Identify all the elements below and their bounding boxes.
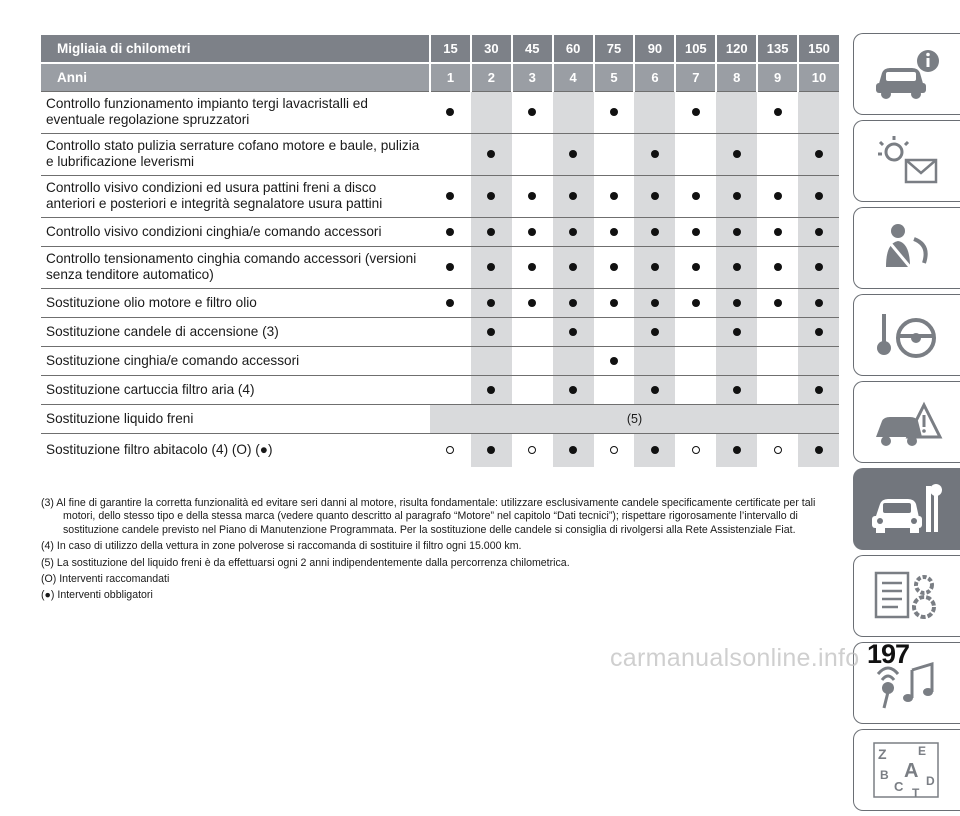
mandatory-mark (692, 299, 700, 307)
mandatory-mark (733, 192, 741, 200)
mandatory-mark (774, 192, 782, 200)
page-number: 197 (867, 639, 910, 669)
warning-lights-message-icon (868, 130, 946, 192)
interval-cell (430, 217, 471, 246)
interval-cell (798, 375, 839, 404)
operation-label: Controllo funzionamento impianto tergi lavacristalli ed eventuale regolazione spruzzatori (41, 91, 430, 133)
interval-cell (471, 175, 512, 217)
interval-cell (716, 317, 757, 346)
recommended-mark (692, 446, 700, 454)
tab-maintenance[interactable] (853, 468, 960, 550)
footnotes (41, 497, 841, 606)
header-row-kilometers (41, 35, 839, 63)
table-row (41, 133, 839, 175)
mandatory-mark (569, 263, 577, 271)
interval-cell (512, 133, 553, 175)
interval-cell (553, 175, 594, 217)
interval-cell (430, 433, 471, 467)
tab-car-knowledge[interactable] (853, 33, 960, 115)
mandatory-mark (569, 386, 577, 394)
interval-cell (634, 288, 675, 317)
interval-cell (553, 91, 594, 133)
interval-cell (430, 346, 471, 375)
interval-cell (471, 133, 512, 175)
interval-cell (798, 175, 839, 217)
header-year-value: 8 (716, 63, 757, 91)
header-year-value: 7 (675, 63, 716, 91)
interval-cell (716, 246, 757, 288)
mandatory-mark (651, 386, 659, 394)
interval-cell (675, 375, 716, 404)
mandatory-mark (815, 328, 823, 336)
header-km-value: 135 (757, 35, 798, 63)
header-km-value: 60 (553, 35, 594, 63)
alphabetical-index-icon (868, 739, 946, 801)
interval-cell (675, 133, 716, 175)
maintenance-schedule-table (41, 35, 839, 467)
mandatory-mark (569, 150, 577, 158)
interval-cell (512, 175, 553, 217)
table-row (41, 91, 839, 133)
mandatory-mark (692, 192, 700, 200)
mandatory-mark (569, 228, 577, 236)
interval-cell (716, 217, 757, 246)
tab-safety[interactable] (853, 207, 960, 289)
interval-cell (471, 246, 512, 288)
header-km-value: 150 (798, 35, 839, 63)
interval-cell (512, 246, 553, 288)
tab-starting-driving[interactable] (853, 294, 960, 376)
table-row (41, 317, 839, 346)
interval-cell (594, 346, 635, 375)
interval-cell (634, 91, 675, 133)
mandatory-mark (528, 263, 536, 271)
mandatory-mark (446, 192, 454, 200)
table-row (41, 217, 839, 246)
interval-cell (471, 288, 512, 317)
operation-label: Sostituzione liquido freni (41, 404, 430, 433)
interval-cell (512, 433, 553, 467)
mandatory-mark (815, 150, 823, 158)
header-year-value: 2 (471, 63, 512, 91)
mandatory-mark (487, 446, 495, 454)
table-row (41, 404, 839, 433)
interval-cell (798, 91, 839, 133)
tab-emergency[interactable] (853, 381, 960, 463)
emergency-car-icon (868, 391, 946, 453)
mandatory-mark (610, 357, 618, 365)
svg-text:A: A (904, 760, 919, 782)
header-km-value: 75 (594, 35, 635, 63)
interval-cell (757, 346, 798, 375)
interval-cell (553, 246, 594, 288)
recommended-mark (446, 446, 454, 454)
interval-cell (757, 375, 798, 404)
svg-text:D: D (926, 774, 935, 788)
tab-technical-data[interactable] (853, 555, 960, 637)
svg-text:E: E (918, 744, 927, 758)
interval-cell (471, 217, 512, 246)
mandatory-mark (733, 446, 741, 454)
tab-index[interactable] (853, 729, 960, 811)
interval-cell (471, 346, 512, 375)
interval-cell (675, 317, 716, 346)
interval-cell (553, 217, 594, 246)
table-row (41, 433, 839, 467)
interval-cell (594, 375, 635, 404)
interval-cell (634, 346, 675, 375)
table-row (41, 246, 839, 288)
interval-cell (716, 433, 757, 467)
mandatory-mark (487, 299, 495, 307)
interval-cell (757, 288, 798, 317)
watermark: carmanualsonline.info (610, 644, 860, 672)
header-km-value: 105 (675, 35, 716, 63)
operation-label: Sostituzione cinghia/e comando accessori (41, 346, 430, 375)
chapter-tabs (853, 33, 960, 816)
mandatory-mark (815, 386, 823, 394)
mandatory-mark (487, 386, 495, 394)
operation-label: Controllo stato pulizia serrature cofano motore e baule, pulizia e lubrificazione leverismi (41, 133, 430, 175)
recommended-mark (610, 446, 618, 454)
interval-cell (553, 317, 594, 346)
header-years-label: Anni (41, 63, 430, 91)
mandatory-mark (774, 299, 782, 307)
footnote-4: (4) In caso di utilizzo della vettura in zone polverose si raccomanda di sostituire il filtro ogni 15.000 km. (41, 540, 522, 553)
header-year-value: 9 (757, 63, 798, 91)
interval-cell (553, 133, 594, 175)
mandatory-mark (774, 228, 782, 236)
mandatory-mark (487, 328, 495, 336)
seatbelt-airbag-icon (868, 217, 946, 279)
header-km-value: 30 (471, 35, 512, 63)
mandatory-mark (651, 192, 659, 200)
footnote-5: (5) La sostituzione del liquido freni è da effettuarsi ogni 2 anni indipendentemente dalla percorrenza chilometrica. (41, 556, 570, 569)
interval-cell (716, 288, 757, 317)
recommended-mark (774, 446, 782, 454)
legend-mandatory: (●) Interventi obbligatori (41, 589, 153, 602)
svg-text:C: C (894, 779, 904, 794)
header-year-value: 4 (553, 63, 594, 91)
mandatory-mark (446, 299, 454, 307)
interval-cell (430, 175, 471, 217)
interval-cell (471, 317, 512, 346)
header-year-value: 6 (634, 63, 675, 91)
mandatory-mark (651, 228, 659, 236)
interval-cell (512, 91, 553, 133)
span-note-cell: (5) (430, 404, 839, 433)
key-steering-wheel-icon (868, 304, 946, 366)
mandatory-mark (487, 228, 495, 236)
mandatory-mark (815, 299, 823, 307)
header-year-value: 1 (430, 63, 471, 91)
table-row (41, 288, 839, 317)
mandatory-mark (733, 150, 741, 158)
operation-label: Controllo visivo condizioni ed usura pattini freni a disco anteriori e posteriori e integrità segnalatore usura pattini (41, 175, 430, 217)
interval-cell (471, 91, 512, 133)
interval-cell (716, 175, 757, 217)
mandatory-mark (692, 108, 700, 116)
interval-cell (757, 133, 798, 175)
interval-cell (512, 375, 553, 404)
operation-label: Sostituzione filtro abitacolo (4) (O) (●) (41, 433, 430, 467)
mandatory-mark (487, 263, 495, 271)
interval-cell (594, 217, 635, 246)
mandatory-mark (610, 299, 618, 307)
interval-cell (798, 433, 839, 467)
operation-label: Sostituzione olio motore e filtro olio (41, 288, 430, 317)
interval-cell (512, 317, 553, 346)
mandatory-mark (610, 228, 618, 236)
interval-cell (798, 133, 839, 175)
operation-label: Sostituzione candele di accensione (3) (41, 317, 430, 346)
svg-text:T: T (912, 786, 920, 800)
mandatory-mark (815, 228, 823, 236)
mandatory-mark (528, 228, 536, 236)
interval-cell (675, 217, 716, 246)
mandatory-mark (569, 299, 577, 307)
interval-cell (430, 246, 471, 288)
mandatory-mark (569, 446, 577, 454)
interval-cell (512, 288, 553, 317)
mandatory-mark (692, 263, 700, 271)
interval-cell (512, 217, 553, 246)
interval-cell (594, 175, 635, 217)
mandatory-mark (692, 228, 700, 236)
mandatory-mark (446, 108, 454, 116)
interval-cell (716, 346, 757, 375)
interval-cell (757, 246, 798, 288)
interval-cell (634, 217, 675, 246)
interval-cell (757, 91, 798, 133)
interval-cell (594, 133, 635, 175)
mandatory-mark (569, 328, 577, 336)
interval-cell (634, 375, 675, 404)
interval-cell (675, 175, 716, 217)
interval-cell (675, 246, 716, 288)
interval-cell (430, 91, 471, 133)
header-year-value: 10 (798, 63, 839, 91)
interval-cell (430, 133, 471, 175)
mandatory-mark (774, 108, 782, 116)
header-km-value: 120 (716, 35, 757, 63)
interval-cell (798, 246, 839, 288)
interval-cell (430, 317, 471, 346)
table-row (41, 375, 839, 404)
mandatory-mark (446, 263, 454, 271)
mandatory-mark (446, 228, 454, 236)
mandatory-mark (569, 192, 577, 200)
interval-cell (675, 346, 716, 375)
header-year-value: 5 (594, 63, 635, 91)
mandatory-mark (733, 228, 741, 236)
interval-cell (512, 346, 553, 375)
mandatory-mark (651, 263, 659, 271)
interval-cell (798, 317, 839, 346)
interval-cell (675, 433, 716, 467)
car-maintenance-wrench-icon (868, 478, 946, 540)
header-km-value: 45 (512, 35, 553, 63)
mandatory-mark (610, 108, 618, 116)
interval-cell (471, 375, 512, 404)
interval-cell (430, 375, 471, 404)
mandatory-mark (487, 192, 495, 200)
interval-cell (757, 433, 798, 467)
interval-cell (594, 288, 635, 317)
table-row (41, 346, 839, 375)
interval-cell (634, 433, 675, 467)
interval-cell (634, 133, 675, 175)
mandatory-mark (774, 263, 782, 271)
tab-warning-lights[interactable] (853, 120, 960, 202)
interval-cell (798, 346, 839, 375)
mandatory-mark (815, 263, 823, 271)
mandatory-mark (528, 108, 536, 116)
header-km-value: 15 (430, 35, 471, 63)
interval-cell (798, 288, 839, 317)
mandatory-mark (815, 446, 823, 454)
mandatory-mark (651, 446, 659, 454)
interval-cell (471, 433, 512, 467)
svg-text:B: B (880, 768, 889, 782)
interval-cell (594, 317, 635, 346)
mandatory-mark (487, 150, 495, 158)
mandatory-mark (651, 299, 659, 307)
interval-cell (594, 91, 635, 133)
car-info-icon (868, 43, 946, 105)
technical-data-gears-icon (868, 565, 946, 627)
interval-cell (634, 246, 675, 288)
interval-cell (716, 91, 757, 133)
header-row-years (41, 63, 839, 91)
mandatory-mark (528, 192, 536, 200)
interval-cell (716, 133, 757, 175)
operation-label: Controllo tensionamento cinghia comando accessori (versioni senza tenditore automatico) (41, 246, 430, 288)
interval-cell (757, 317, 798, 346)
mandatory-mark (528, 299, 536, 307)
mandatory-mark (733, 386, 741, 394)
mandatory-mark (610, 192, 618, 200)
mandatory-mark (651, 150, 659, 158)
interval-cell (798, 217, 839, 246)
interval-cell (675, 91, 716, 133)
svg-text:Z: Z (878, 746, 887, 762)
operation-label: Controllo visivo condizioni cinghia/e comando accessori (41, 217, 430, 246)
interval-cell (716, 375, 757, 404)
interval-cell (634, 175, 675, 217)
header-kilometers-label: Migliaia di chilometri (41, 35, 430, 63)
interval-cell (594, 246, 635, 288)
interval-cell (430, 288, 471, 317)
mandatory-mark (733, 263, 741, 271)
header-km-value: 90 (634, 35, 675, 63)
mandatory-mark (651, 328, 659, 336)
interval-cell (553, 433, 594, 467)
interval-cell (594, 433, 635, 467)
recommended-mark (528, 446, 536, 454)
interval-cell (553, 346, 594, 375)
mandatory-mark (733, 328, 741, 336)
interval-cell (757, 175, 798, 217)
mandatory-mark (733, 299, 741, 307)
mandatory-mark (610, 263, 618, 271)
header-year-value: 3 (512, 63, 553, 91)
interval-cell (757, 217, 798, 246)
operation-label: Sostituzione cartuccia filtro aria (4) (41, 375, 430, 404)
table-row (41, 175, 839, 217)
mandatory-mark (815, 192, 823, 200)
interval-cell (553, 288, 594, 317)
interval-cell (634, 317, 675, 346)
footnote-3: (3) Al fine di garantire la corretta funzionalità ed evitare seri danni al motore, risulta fondamentale: utilizzare esclusivamente candele specificamente certificate per tali motori, dello stesso tipo e della stessa marca (vedere quanto descritto al paragrafo “Motore” nel capitolo “Dati tecnici”); rispettare rigorosamente l’intervallo di sostituzione candele previsto nel Piano di Manutenzione Programmata. Per la sostituzione delle candele si consiglia di rivolgersi alla Rete Assistenziale Fiat. (41, 497, 816, 536)
interval-cell (675, 288, 716, 317)
interval-cell (553, 375, 594, 404)
legend-recommended: (O) Interventi raccomandati (41, 573, 170, 586)
